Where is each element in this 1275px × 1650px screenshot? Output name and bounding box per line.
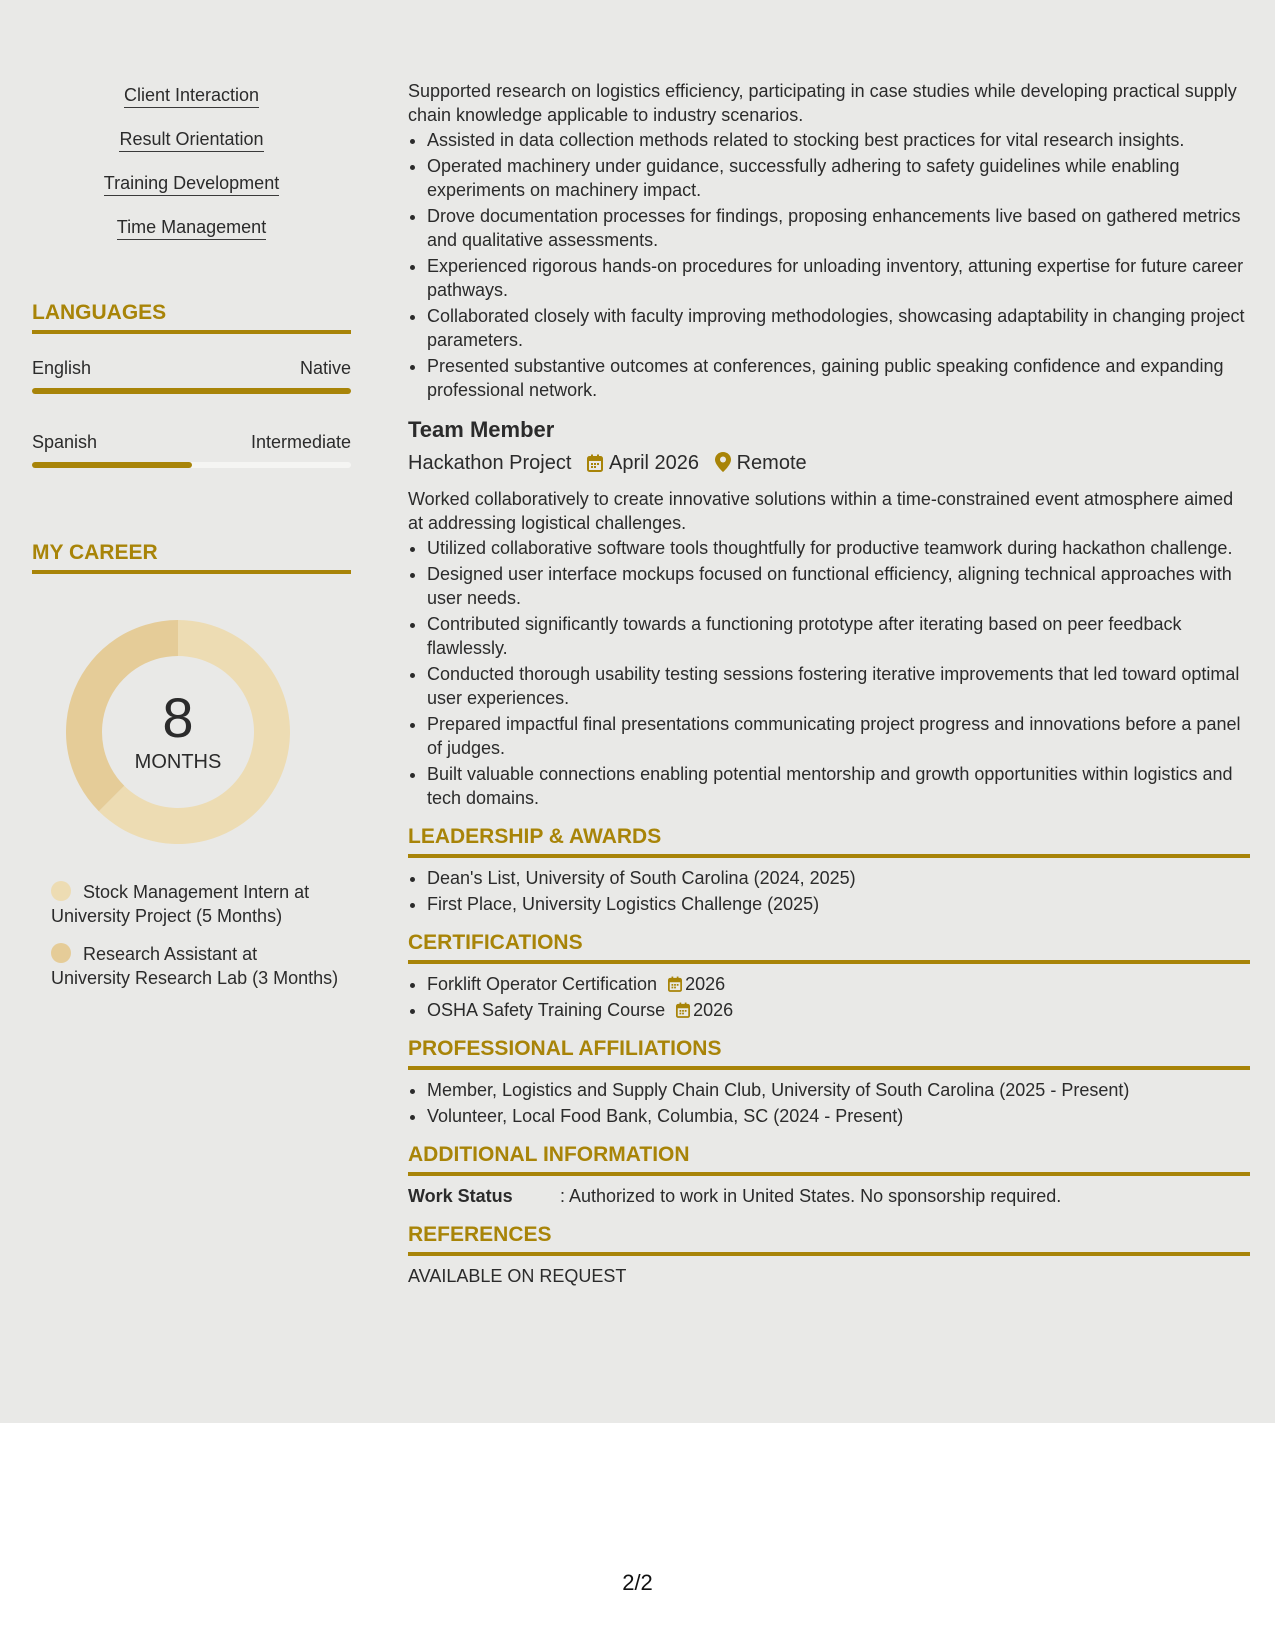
bullet-item: • Utilized collaborative software tools thoughtfully for productive teamwork during hackathon challenge. — [427, 536, 1250, 560]
right-column — [408, 79, 1250, 1288]
language-bar-fill — [32, 462, 192, 468]
certification-item — [427, 998, 1250, 1022]
leadership-section — [408, 824, 1250, 916]
bullet-item: • Contributed significantly towards a functioning prototype after iterating based on peer feedback flawlessly. — [427, 612, 1250, 660]
award-item: • First Place, University Logistics Challenge (2025) — [427, 892, 1250, 916]
legend-item — [51, 880, 341, 928]
bullet-item: • Operated machinery under guidance, successfully adhering to safety guidelines while enabling experiments on machinery impact. — [427, 154, 1250, 202]
affiliation-item: • Member, Logistics and Supply Chain Club, University of South Carolina (2025 - Present) — [427, 1078, 1250, 1102]
languages-title: LANGUAGES — [32, 300, 351, 334]
bullet-item: • Presented substantive outcomes at conferences, gaining public speaking confidence and expanding professional network. — [427, 354, 1250, 402]
career-section — [32, 540, 351, 988]
legend-item — [51, 942, 341, 990]
certification-year: 2026 — [693, 1000, 734, 1020]
career-total-number: 8 — [162, 686, 194, 749]
certifications-section — [408, 930, 1250, 1022]
experience-entry — [408, 416, 1250, 810]
language-name: Spanish — [32, 432, 98, 452]
job-location: Remote — [736, 452, 807, 474]
affiliations-list — [408, 1078, 1250, 1128]
affiliations-section — [408, 1036, 1250, 1128]
career-donut-chart — [66, 620, 290, 844]
language-row — [32, 356, 351, 380]
certification-year-wrap — [668, 972, 725, 996]
leadership-title: LEADERSHIP & AWARDS — [408, 824, 1250, 858]
skill-item: Training Development — [104, 172, 279, 196]
bullet-item: • Designed user interface mockups focused on functional efficiency, aligning technical approaches with user needs. — [427, 562, 1250, 610]
language-bar — [32, 388, 351, 394]
career-total-unit: MONTHS — [134, 751, 222, 773]
legend-dot — [51, 881, 71, 901]
award-item: • Dean's List, University of South Carolina (2024, 2025) — [427, 866, 1250, 890]
affiliations-title: PROFESSIONAL AFFILIATIONS — [408, 1036, 1250, 1070]
legend-label: Research Assistant at University Research Lab (3 Months) — [51, 944, 339, 988]
experience-bullets — [408, 128, 1250, 402]
skill-item: Result Orientation — [119, 128, 263, 152]
work-status-key: Work Status — [408, 1186, 513, 1206]
calendar-icon — [668, 974, 685, 994]
experience-entry — [408, 79, 1250, 402]
references-title: REFERENCES — [408, 1222, 1250, 1256]
page-number: 2/2 — [622, 1570, 653, 1595]
certification-item — [427, 972, 1250, 996]
additional-info-title: ADDITIONAL INFORMATION — [408, 1142, 1250, 1176]
certifications-list — [408, 972, 1250, 1022]
certification-name: OSHA Safety Training Course — [427, 1000, 666, 1020]
certification-year: 2026 — [685, 974, 726, 994]
skill-item: Client Interaction — [124, 84, 259, 108]
job-meta — [408, 450, 1250, 479]
experience-bullets — [408, 536, 1250, 810]
language-bar-fill — [32, 388, 351, 394]
career-title: MY CAREER — [32, 540, 351, 574]
experience-summary: Worked collaboratively to create innovative solutions within a time-constrained event atmosphere aimed at addressing logistical challenges. — [408, 489, 1234, 533]
bullet-item: • Drove documentation processes for findings, proposing enhancements live based on gathered metrics and qualitative assessments. — [427, 204, 1250, 252]
language-row — [32, 430, 351, 454]
languages-section — [32, 300, 351, 504]
affiliation-item: • Volunteer, Local Food Bank, Columbia, SC (2024 - Present) — [427, 1104, 1250, 1128]
bullet-item: • Assisted in data collection methods related to stocking best practices for vital research insights. — [427, 128, 1250, 152]
bullet-item: • Collaborated closely with faculty improving methodologies, showcasing adaptability in changing project parameters. — [427, 304, 1250, 352]
language-name: English — [32, 358, 92, 378]
job-title: Team Member — [408, 417, 555, 442]
language-level: Native — [299, 358, 351, 378]
references-section — [408, 1222, 1250, 1288]
language-bar — [32, 462, 351, 468]
certifications-title: CERTIFICATIONS — [408, 930, 1250, 964]
calendar-icon — [676, 1000, 693, 1020]
leadership-list — [408, 866, 1250, 916]
location-pin-icon — [715, 452, 731, 479]
certification-name: Forklift Operator Certification — [427, 974, 658, 994]
job-date: April 2026 — [608, 452, 700, 474]
bullet-item: • Built valuable connections enabling potential mentorship and growth opportunities within logistics and tech domains. — [427, 762, 1250, 810]
certification-year-wrap — [676, 998, 733, 1022]
calendar-icon — [587, 453, 603, 479]
job-organization: Hackathon Project — [408, 452, 572, 474]
bullet-item: • Experienced rigorous hands-on procedures for unloading inventory, attuning expertise for future career pathways. — [427, 254, 1250, 302]
references-text: AVAILABLE ON REQUEST — [408, 1266, 627, 1286]
bullet-item: • Prepared impactful final presentations communicating project progress and innovations before a panel of judges. — [427, 712, 1250, 760]
language-level: Intermediate — [250, 432, 351, 452]
additional-info-section — [408, 1142, 1250, 1208]
experience-summary: Supported research on logistics efficiency, participating in case studies while developing practical supply chain knowledge applicable to industry scenarios. — [408, 81, 1237, 125]
legend-dot — [51, 943, 71, 963]
bullet-item: • Conducted thorough usability testing sessions fostering iterative improvements that led toward optimal user experiences. — [427, 662, 1250, 710]
career-legend — [51, 880, 341, 1004]
skill-item: Time Management — [117, 216, 266, 240]
skills-list — [32, 84, 351, 260]
work-status-value: : Authorized to work in United States. No sponsorship required. — [560, 1186, 1062, 1206]
legend-label: Stock Management Intern at University Project (5 Months) — [51, 882, 310, 926]
work-status-row — [408, 1184, 1250, 1208]
